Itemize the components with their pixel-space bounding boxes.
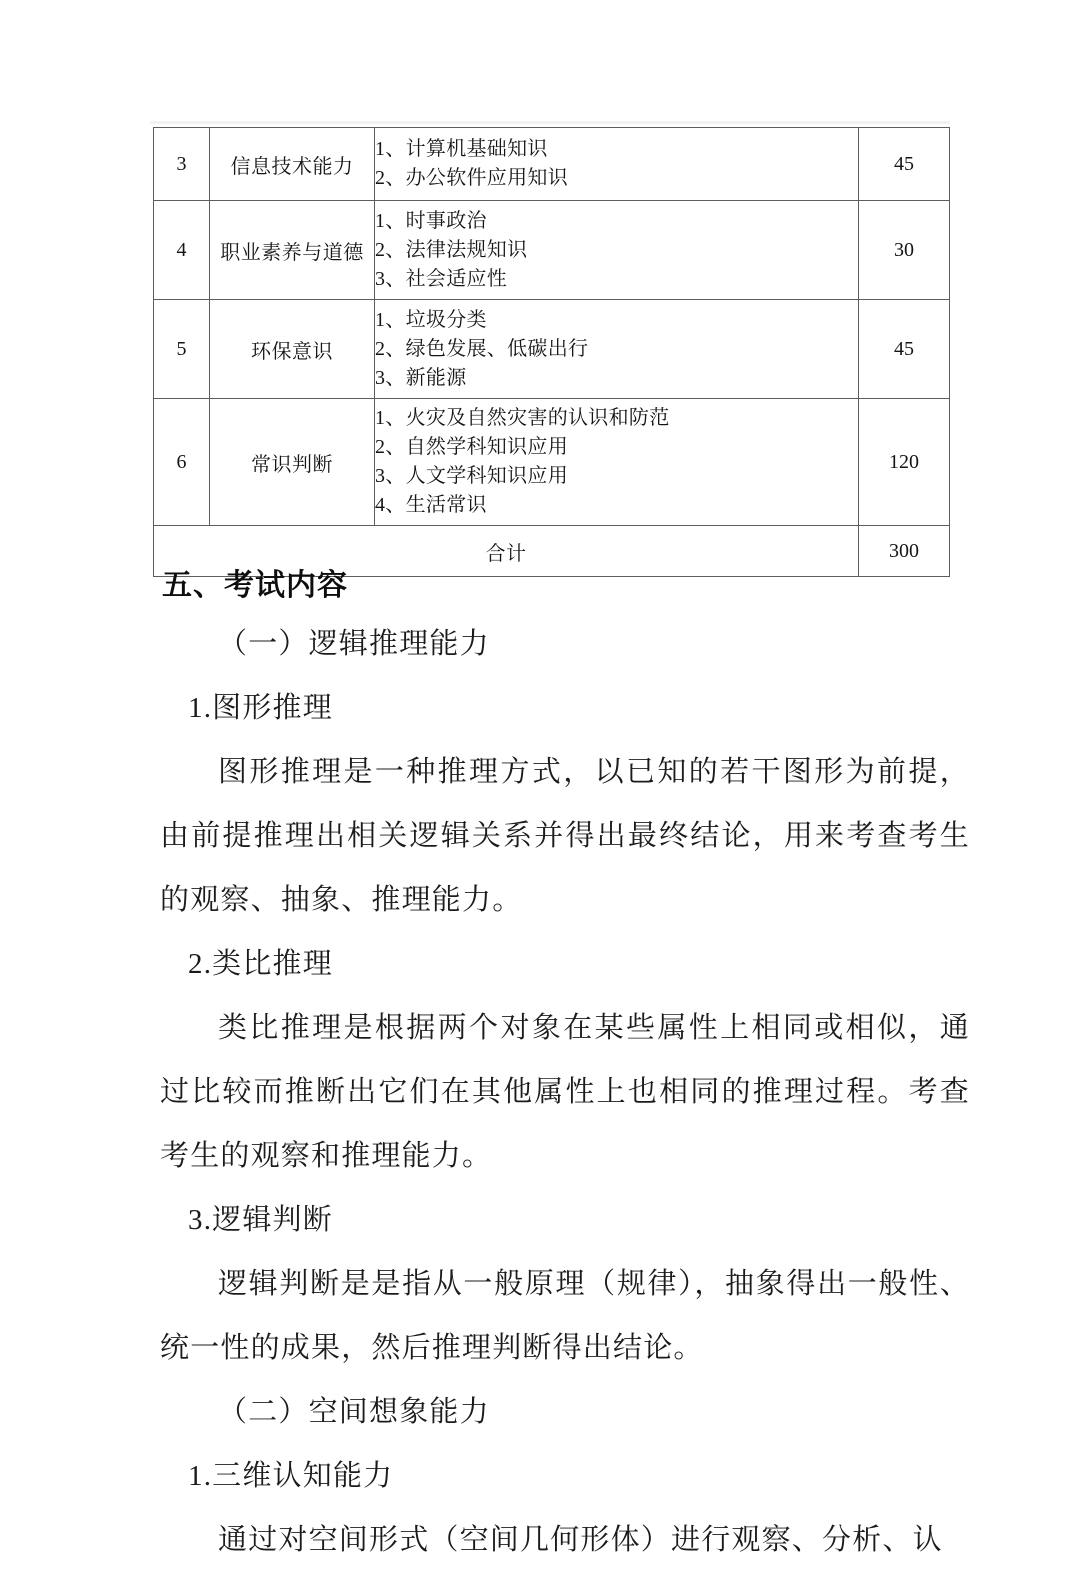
row-subject: 职业素养与道德	[210, 201, 375, 300]
item-line: 2、法律法规知识	[375, 238, 528, 261]
topic-heading-1-2: 2.类比推理	[188, 948, 333, 980]
exam-content-score-table	[153, 127, 950, 577]
total-label: 合计	[154, 526, 859, 577]
item-line: 4、生活常识	[375, 494, 487, 516]
total-score: 300	[859, 526, 950, 577]
row-number: 6	[154, 399, 210, 526]
item-line: 1、火灾及自然灾害的认识和防范	[375, 407, 670, 429]
row-score: 30	[859, 201, 950, 300]
body-paragraph-1-2: 类比推理是根据两个对象在某些属性上相同或相似，通过比较而推断出它们在其他属性上也相同的推理过程。考查考生的观察和推理能力。	[160, 1012, 970, 1172]
item-line: 2、办公软件应用知识	[375, 167, 568, 189]
row-items	[375, 300, 859, 399]
row-items	[375, 399, 859, 526]
scan-artifact-line	[150, 121, 950, 124]
topic-heading-1-1: 1.图形推理	[188, 692, 333, 724]
row-score: 45	[859, 300, 950, 399]
row-items	[375, 201, 859, 300]
body-paragraph-1-1: 图形推理是一种推理方式，以已知的若干图形为前提，由前提推理出相关逻辑关系并得出最终结论，用来考查考生的观察、抽象、推理能力。	[160, 756, 970, 916]
item-line: 3、社会适应性	[375, 267, 508, 290]
content-flow	[160, 612, 970, 1572]
table-row	[154, 300, 950, 399]
subsection-heading-one: （一）逻辑推理能力	[218, 628, 490, 660]
item-line: 3、新能源	[375, 366, 467, 389]
item-line: 2、绿色发展、低碳出行	[375, 337, 589, 360]
row-score: 45	[859, 128, 950, 201]
row-number: 5	[154, 300, 210, 399]
topic-heading-2-1: 1.三维认知能力	[188, 1460, 394, 1492]
table-row	[154, 128, 950, 201]
page-title: 五、考试内容	[162, 568, 348, 603]
row-subject: 常识判断	[210, 399, 375, 526]
subsection-heading-two: （二）空间想象能力	[218, 1396, 490, 1428]
body-paragraph-2-1: 通过对空间形式（空间几何形体）进行观察、分析、认	[218, 1524, 943, 1556]
row-number: 3	[154, 128, 210, 201]
row-items	[375, 128, 859, 201]
table-row	[154, 201, 950, 300]
row-score: 120	[859, 399, 950, 526]
item-line: 1、计算机基础知识	[375, 138, 548, 160]
item-line: 2、自然学科知识应用	[375, 436, 568, 458]
topic-heading-1-3: 3.逻辑判断	[188, 1204, 333, 1236]
item-line: 1、垃圾分类	[375, 308, 487, 331]
item-line: 3、人文学科知识应用	[375, 465, 568, 487]
row-subject: 环保意识	[210, 300, 375, 399]
row-number: 4	[154, 201, 210, 300]
table-row	[154, 399, 950, 526]
body-paragraph-1-3: 逻辑判断是是指从一般原理（规律），抽象得出一般性、统一性的成果，然后推理判断得出结论。	[160, 1268, 970, 1364]
row-subject: 信息技术能力	[210, 128, 375, 201]
item-line: 1、时事政治	[375, 209, 487, 232]
